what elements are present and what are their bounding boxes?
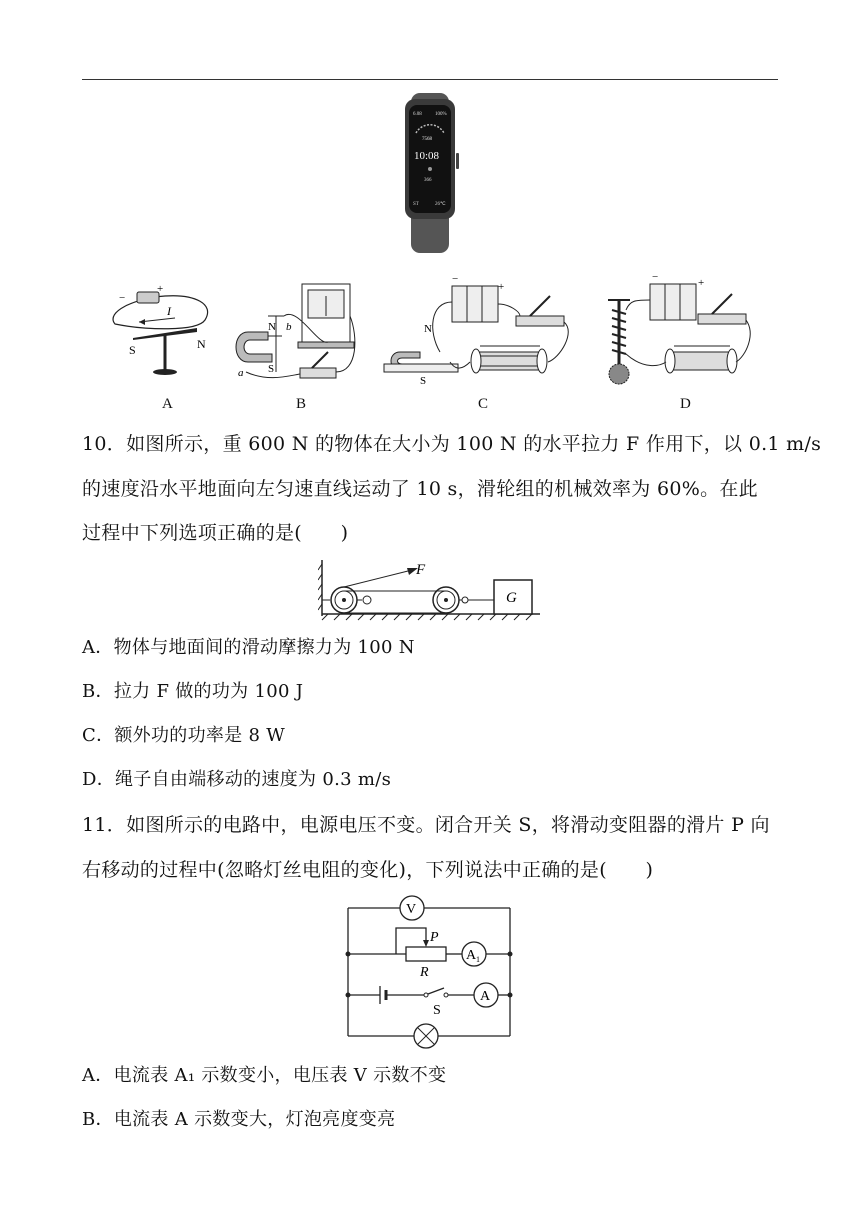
fitness-band-image bbox=[400, 93, 460, 253]
watch-top-left: 6.08 bbox=[413, 112, 422, 117]
header-rule bbox=[82, 79, 778, 80]
q11-voltmeter-label: V bbox=[406, 902, 417, 917]
q11-stem-line1: 11．如图所示的电路中，电源电压不变。闭合开关 S，将滑动变阻器的滑片 P 向 bbox=[82, 814, 770, 836]
q11-circuit-figure bbox=[340, 894, 520, 1054]
diagram-a-oersted bbox=[105, 282, 215, 382]
watch-time: 10:08 bbox=[414, 150, 440, 162]
watch-bottom-left: ST bbox=[413, 202, 419, 207]
diagram-b-wire-a: a bbox=[238, 367, 244, 379]
q11-stem-line2: 右移动的过程中(忽略灯丝电阻的变化)，下列说法中正确的是( ) bbox=[82, 859, 654, 881]
diagram-d-minus: − bbox=[652, 271, 659, 283]
watch-steps: 7568 bbox=[422, 137, 432, 142]
q11-slider-label: P bbox=[430, 930, 439, 945]
diagram-a-current: I bbox=[167, 304, 171, 318]
diagram-c-minus: − bbox=[452, 273, 459, 285]
diagram-b-magnet-rod bbox=[228, 276, 368, 386]
q10-option-b: B．拉力 F 做的功为 100 J bbox=[82, 681, 304, 702]
q11-ammeter-label: A bbox=[480, 989, 491, 1004]
diagram-c-motor-circuit bbox=[380, 272, 580, 390]
diagram-c-north: N bbox=[424, 323, 432, 335]
diagram-c-plus: + bbox=[498, 281, 505, 293]
q10-option-d: D．绳子自由端移动的速度为 0.3 m/s bbox=[82, 769, 392, 790]
diagram-d-label: D bbox=[680, 396, 691, 412]
diagram-b-label: B bbox=[296, 396, 307, 412]
diagram-b-north: N bbox=[268, 321, 276, 333]
q10-pulley-figure bbox=[318, 556, 542, 622]
diagram-a-minus: − bbox=[119, 292, 126, 304]
diagram-c-south: S bbox=[420, 375, 427, 387]
watch-top-right: 100% bbox=[435, 112, 447, 117]
q10-option-a: A．物体与地面间的滑动摩擦力为 100 N bbox=[82, 637, 415, 658]
q10-stem-line1: 10．如图所示，重 600 N 的物体在大小为 100 N 的水平拉力 F 作用下，以 0.1 m/s bbox=[82, 433, 822, 455]
q11-option-a: A．电流表 A₁ 示数变小，电压表 V 示数不变 bbox=[82, 1065, 447, 1086]
diagram-d-electromagnet bbox=[600, 270, 760, 390]
watch-heart: 366 bbox=[424, 178, 432, 183]
q10-stem-line2: 的速度沿水平地面向左匀速直线运动了 10 s，滑轮组的机械效率为 60%。在此 bbox=[82, 478, 758, 500]
q11-resistor-label: R bbox=[420, 965, 429, 980]
diagram-d-plus: + bbox=[698, 277, 705, 289]
q10-block-label: G bbox=[506, 590, 517, 606]
q10-option-c: C．额外功的功率是 8 W bbox=[82, 725, 286, 746]
q11-option-b: B．电流表 A 示数变大，灯泡亮度变亮 bbox=[82, 1109, 396, 1130]
diagram-a-plus: + bbox=[157, 283, 164, 295]
diagram-a-label: A bbox=[162, 396, 173, 412]
diagram-a-south: S bbox=[129, 343, 136, 357]
diagram-c-label: C bbox=[478, 396, 489, 412]
diagram-a-north: N bbox=[197, 337, 206, 351]
q10-force-label: F bbox=[416, 562, 426, 578]
q10-stem-line3: 过程中下列选项正确的是( ) bbox=[82, 522, 349, 544]
diagram-b-wire-b: b bbox=[286, 321, 292, 333]
q11-ammeter1-label: A bbox=[466, 948, 477, 963]
watch-bottom-right: 26℃ bbox=[435, 202, 446, 207]
q11-switch-label: S bbox=[433, 1003, 441, 1018]
q11-ammeter1-sub: 1 bbox=[476, 955, 480, 964]
diagram-b-south: S bbox=[268, 363, 275, 375]
